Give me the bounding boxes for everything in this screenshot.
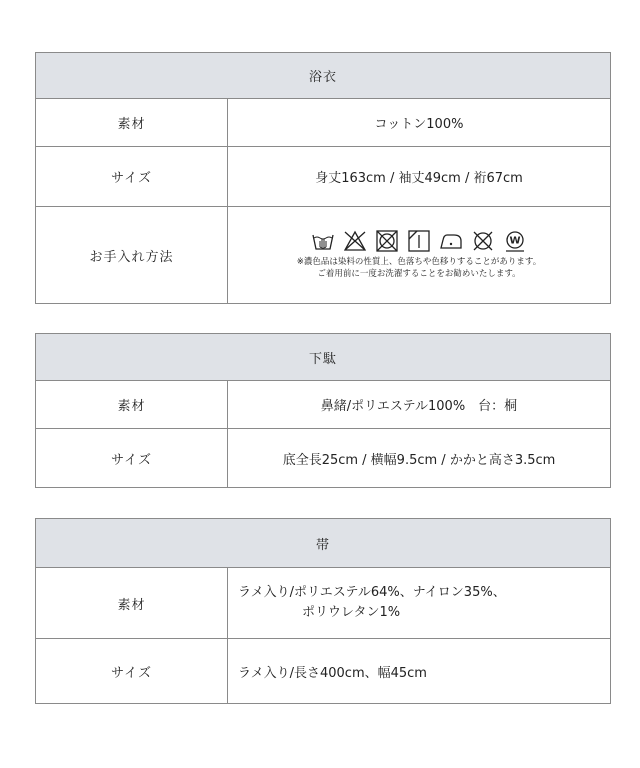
obi-size-row xyxy=(36,639,610,703)
yukata-size-value: 身丈163cm / 袖丈49cm / 裄67cm xyxy=(315,171,523,186)
obi-material-line-2: ポリウレタン1% xyxy=(302,605,401,620)
yukata-size-row xyxy=(36,147,610,207)
yukata-care-label: お手入れ方法 xyxy=(36,207,228,303)
obi-table xyxy=(35,518,611,704)
geta-title: 下駄 xyxy=(36,334,610,381)
yukata-material-value: コットン100% xyxy=(374,117,464,132)
yukata-care-row xyxy=(36,207,610,303)
geta-size-label: サイズ xyxy=(36,429,228,487)
obi-material-label: 素材 xyxy=(36,568,228,638)
hand-wash-icon xyxy=(311,230,335,252)
obi-title: 帯 xyxy=(36,519,610,568)
care-note-1: ※濃色品は染料の性質上、色落ちや色移りすることがあります。 xyxy=(296,257,542,267)
obi-material-line-1: ラメ入り/ポリエステル64%、ナイロン35%、 xyxy=(238,585,506,600)
svg-text:W: W xyxy=(509,235,521,247)
geta-size-row xyxy=(36,429,610,487)
yukata-title: 浴衣 xyxy=(36,53,610,99)
yukata-table xyxy=(35,52,611,304)
obi-material-row xyxy=(36,568,610,639)
wet-clean-icon xyxy=(503,230,527,252)
drip-dry-shade-icon xyxy=(407,230,431,252)
obi-size-label: サイズ xyxy=(36,639,228,703)
geta-material-row xyxy=(36,381,610,429)
yukata-size-label: サイズ xyxy=(36,147,228,206)
obi-size-value: ラメ入り/長さ400cm、幅45cm xyxy=(238,665,427,681)
yukata-care-value xyxy=(228,207,610,303)
care-note-2: ご着用前に一度お洗濯することをお勧めいたします。 xyxy=(317,269,521,279)
geta-table xyxy=(35,333,611,488)
yukata-material-row xyxy=(36,99,610,147)
geta-material-value: 鼻緒/ポリエステル100% 台：桐 xyxy=(320,399,518,414)
yukata-material-label: 素材 xyxy=(36,99,228,146)
geta-material-label: 素材 xyxy=(36,381,228,428)
low-iron-icon xyxy=(439,230,463,252)
care-icons xyxy=(311,230,527,252)
obi-material-value xyxy=(228,568,610,638)
no-tumble-dry-icon xyxy=(375,230,399,252)
geta-size-value: 底全長25cm / 横幅9.5cm / かかと高さ3.5cm xyxy=(282,452,556,468)
no-bleach-icon xyxy=(343,230,367,252)
no-dry-clean-icon xyxy=(471,230,495,252)
